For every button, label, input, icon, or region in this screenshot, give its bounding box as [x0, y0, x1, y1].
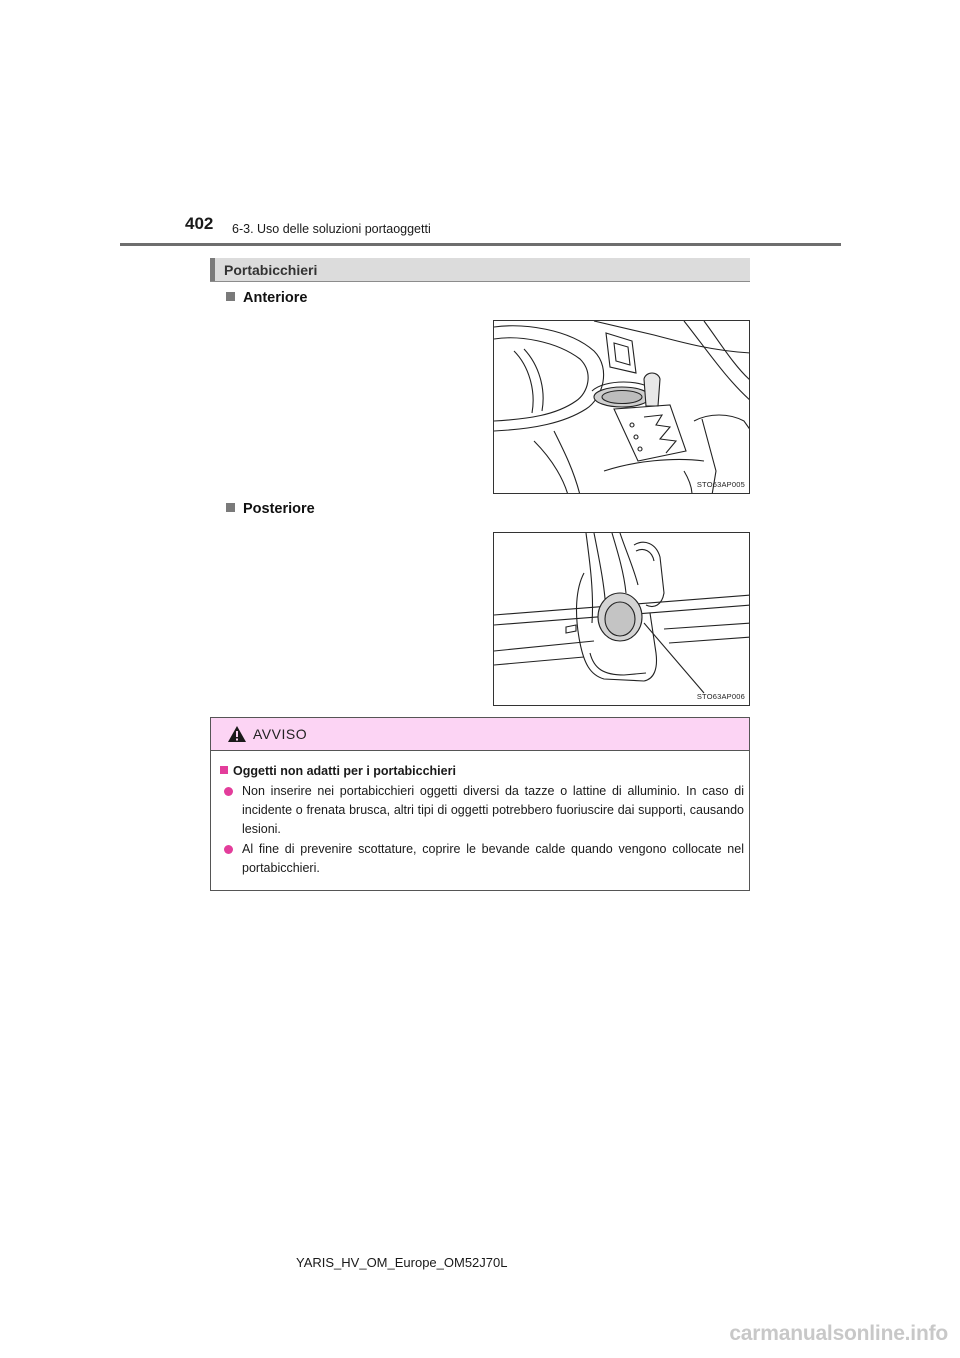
subsection-heading-front [226, 290, 307, 306]
warning-item [242, 782, 744, 839]
subsection-label: Anteriore [243, 290, 308, 306]
footer-document-id: YARIS_HV_OM_Europe_OM52J70L [296, 1255, 508, 1270]
figure-code: STO63AP005 [696, 480, 745, 489]
square-bullet-icon [226, 503, 235, 512]
warning-triangle-icon [227, 725, 247, 748]
section-title-accent [210, 258, 215, 281]
square-bullet-icon [220, 766, 228, 774]
page-number: 402 [185, 214, 214, 233]
front-cup-holder-illustration [494, 321, 750, 494]
warning-subheading-text: Oggetti non adatti per i portabicchieri [233, 764, 456, 778]
figure-front-cup-holder [493, 320, 750, 494]
subsection-heading-rear [226, 501, 315, 517]
warning-subheading [220, 764, 456, 778]
header-divider [120, 243, 841, 246]
circle-bullet-icon [224, 845, 233, 854]
section-reference: 6-3. Uso delle soluzioni portaoggetti [232, 222, 431, 236]
warning-label: AVVISO [253, 726, 308, 742]
circle-bullet-icon [224, 787, 233, 796]
square-bullet-icon [226, 292, 235, 301]
warning-box [210, 717, 750, 891]
figure-rear-cup-holder [493, 532, 750, 706]
warning-item [242, 840, 744, 878]
warning-item-text: Non inserire nei portabicchieri oggetti diversi da tazze o lattine di alluminio. In caso di incidente o frenata brusca, altri tipi di oggetti potrebbero fuoriuscire dai supporti, causando lesioni. [242, 784, 744, 836]
figure-code: STO63AP006 [696, 692, 745, 701]
warning-item-text: Al fine di prevenire scottature, coprire le bevande calde quando vengono collocate nel portabicchieri. [242, 842, 744, 875]
section-title-bar [210, 258, 750, 282]
rear-cup-holder-illustration [494, 533, 750, 706]
subsection-label: Posteriore [243, 501, 315, 517]
watermark: carmanualsonline.info [729, 1322, 948, 1345]
section-title: Portabicchieri [224, 262, 318, 278]
warning-header [211, 718, 749, 751]
